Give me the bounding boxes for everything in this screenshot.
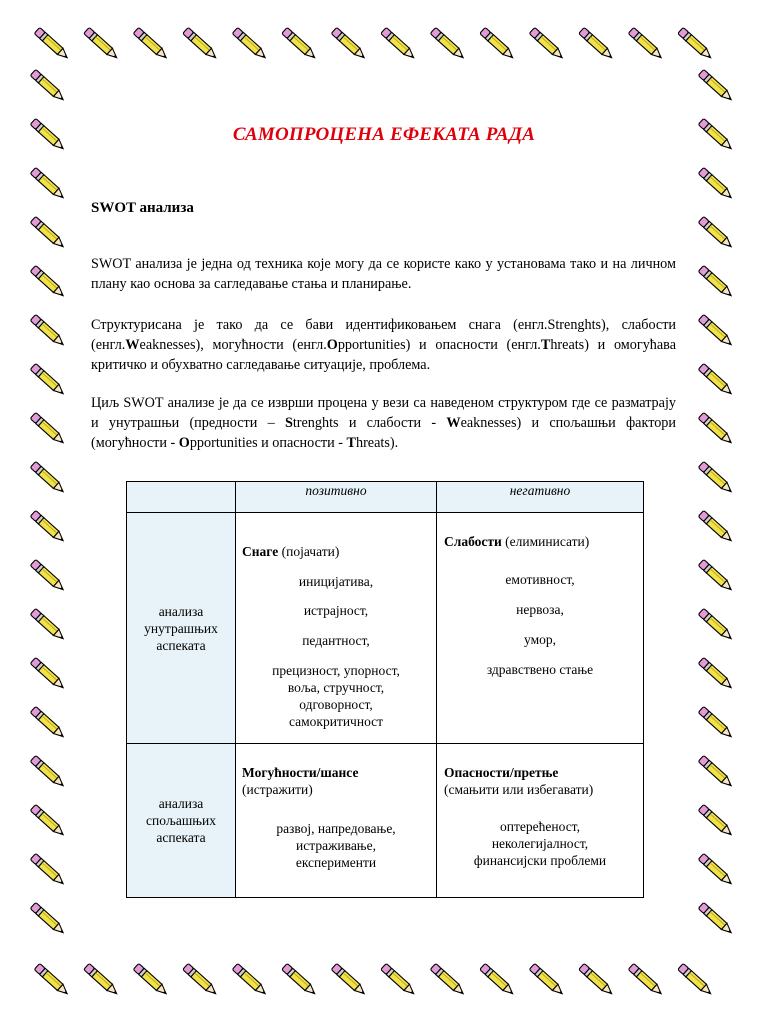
pencil-icon — [282, 963, 319, 997]
table-corner-cell — [127, 482, 236, 513]
paragraph-structure: Структурисана је тако да се бави идентификовањем снага (енгл.Strenghts), слабости (енгл.Weaknesses), могућности (енгл.Opportunities) и опасности (енгл.Threats) и омогућава критичко и обухватно сагледавање ситуације, проблема. — [91, 317, 676, 373]
pencil-icon — [30, 559, 67, 593]
pencil-icon — [698, 657, 735, 691]
pencil-icon — [84, 963, 121, 997]
pencil-icon — [30, 755, 67, 789]
strengths-cell — [236, 513, 437, 744]
opportunities-item: развој, напредовање, истраживање, експерименти — [276, 821, 396, 870]
pencil-icon — [698, 510, 735, 544]
threats-item: оптерећеност, неколегијалност, финансијски проблеми — [473, 819, 607, 868]
pencil-icon — [698, 363, 735, 397]
pencil-icon — [628, 27, 665, 61]
paragraph-intro: SWOT анализа је једна од техника које могу да се користе како у установама тако и на личном плану као основа за сагледавање стања и планирање. — [91, 256, 676, 292]
strengths-item: прецизност, упорност, воља, стручност, одговорност, самокритичност — [272, 663, 400, 729]
weaknesses-cell — [437, 513, 644, 744]
pencil-icon — [30, 314, 67, 348]
pencil-icon — [698, 902, 735, 936]
pencil-icon — [30, 216, 67, 250]
pencil-icon — [480, 27, 517, 61]
pencil-icon — [698, 608, 735, 642]
pencil-icon — [34, 963, 71, 997]
weaknesses-item: емотивност, — [505, 572, 575, 587]
pencil-icon — [698, 167, 735, 201]
strengths-item: педантност, — [302, 633, 370, 648]
pencil-icon — [232, 27, 269, 61]
pencil-icon — [30, 657, 67, 691]
row-header-internal: анализа унутрашњих аспеката — [127, 513, 236, 744]
pencil-icon — [183, 27, 220, 61]
pencil-icon — [331, 27, 368, 61]
pencil-icon — [698, 706, 735, 740]
pencil-icon — [698, 559, 735, 593]
pencil-icon — [381, 27, 418, 61]
strengths-item: истрајност, — [303, 603, 369, 618]
weaknesses-item: нервоза, — [516, 602, 564, 617]
pencil-icon — [30, 608, 67, 642]
pencil-icon — [698, 755, 735, 789]
pencil-icon — [30, 167, 67, 201]
row-header-external: анализа спољашњих аспеката — [127, 744, 236, 898]
pencil-icon — [698, 412, 735, 446]
pencil-icon — [30, 804, 67, 838]
pencil-icon — [30, 412, 67, 446]
column-header-positive: позитивно — [236, 482, 437, 513]
strengths-item: иницијатива, — [298, 574, 374, 589]
pencil-icon — [430, 27, 467, 61]
weaknesses-item: умор, — [524, 632, 556, 647]
pencil-icon — [579, 27, 616, 61]
pencil-icon — [678, 27, 715, 61]
pencil-icon — [331, 963, 368, 997]
strengths-title: Снаге — [242, 544, 279, 559]
pencil-icon — [133, 27, 170, 61]
pencil-icon — [698, 216, 735, 250]
column-header-negative: негативно — [437, 482, 644, 513]
strengths-subtitle: (појачати) — [278, 544, 340, 559]
pencil-icon — [30, 902, 67, 936]
paragraph-goal: Циљ SWOT анализе је да се изврши процена у вези са наведеном структуром где се разматрају и унутрашњи (предности – Strenghts и слабости - Weaknesses) и спољашњи фактори (могућности - Opportunities и опасности - Threats). — [91, 395, 676, 451]
pencil-icon — [529, 963, 566, 997]
pencil-icon — [698, 314, 735, 348]
pencil-icon — [84, 27, 121, 61]
pencil-icon — [30, 510, 67, 544]
pencil-icon — [381, 963, 418, 997]
pencil-icon — [628, 963, 665, 997]
pencil-icon — [698, 804, 735, 838]
opportunities-subtitle: (истражити) — [242, 782, 313, 797]
section-heading: SWOT анализа — [91, 200, 194, 216]
pencil-icon — [678, 963, 715, 997]
opportunities-cell — [236, 744, 437, 898]
pencil-icon — [30, 363, 67, 397]
weaknesses-item: здравствено стање — [486, 662, 594, 677]
pencil-icon — [282, 27, 319, 61]
pencil-icon — [30, 706, 67, 740]
weaknesses-subtitle: (елиминисати) — [501, 534, 590, 549]
page-title: САМОПРОЦЕНА ЕФЕКАТА РАДА — [232, 124, 536, 145]
pencil-icon — [30, 461, 67, 495]
pencil-icon — [183, 963, 220, 997]
pencil-icon — [34, 27, 71, 61]
pencil-icon — [529, 27, 566, 61]
threats-cell — [437, 744, 644, 898]
opportunities-title: Могућности/шансе — [242, 765, 359, 780]
pencil-icon — [579, 963, 616, 997]
pencil-icon — [698, 853, 735, 887]
pencil-icon — [30, 853, 67, 887]
pencil-icon — [698, 69, 735, 103]
pencil-icon — [698, 461, 735, 495]
pencil-icon — [30, 265, 67, 299]
pencil-icon — [133, 963, 170, 997]
pencil-icon — [30, 69, 67, 103]
swot-table — [126, 481, 644, 898]
threats-subtitle: (смањити или избегавати) — [444, 782, 594, 797]
pencil-icon — [232, 963, 269, 997]
weaknesses-title: Слабости — [444, 534, 502, 549]
pencil-icon — [480, 963, 517, 997]
threats-title: Опасности/претње — [444, 765, 559, 780]
pencil-icon — [698, 265, 735, 299]
pencil-icon — [430, 963, 467, 997]
